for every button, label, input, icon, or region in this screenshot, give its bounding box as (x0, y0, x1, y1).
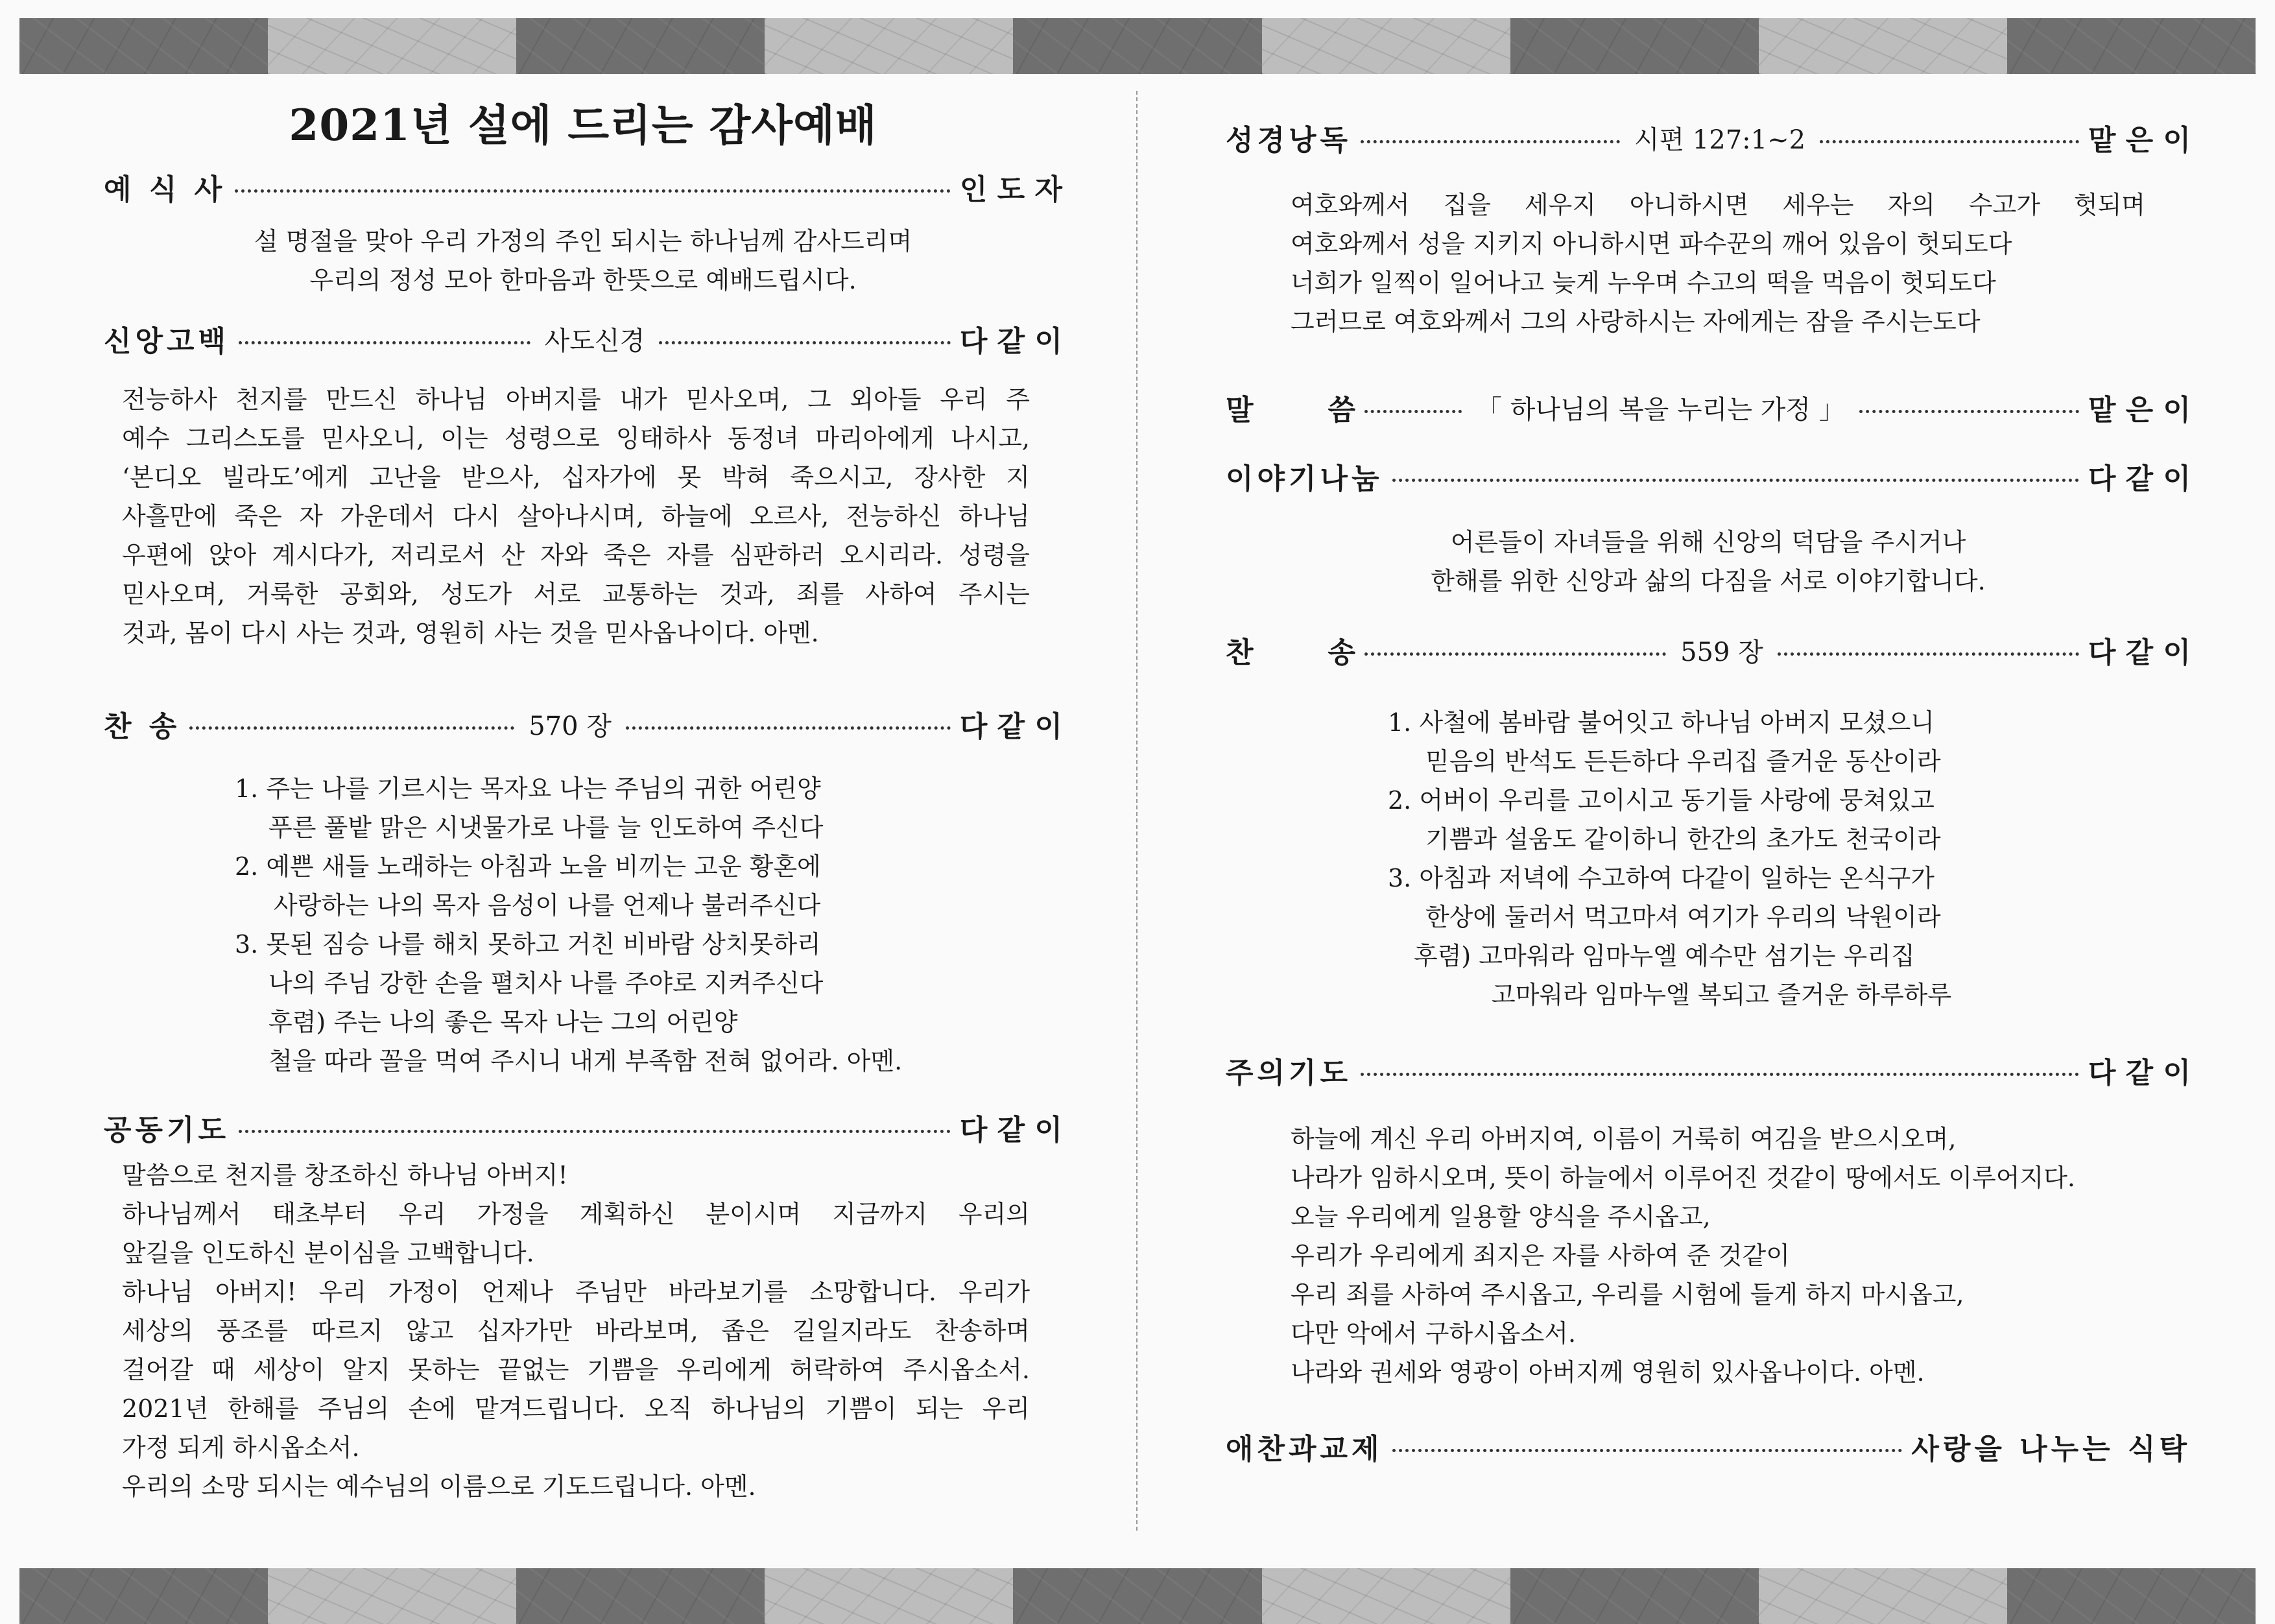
section-role: 다 같 이 (959, 325, 1063, 358)
section-hymn (1226, 629, 2191, 671)
section-label: 예 식 사 (104, 173, 226, 206)
section-scripture-reading (1226, 117, 2191, 158)
leader-dots (239, 341, 530, 344)
scripture-text: 여호와께서 집을 세우지 아니하시면 세우는 자의 수고가 헛되며 여호와께서 성을 지키지 아니하시면 파수꾼의 깨어 있음이 헛되도다 너희가 일찍이 일어나고 늦게 누우며 수고의 떡을 먹음이 헛되도다 그러므로 여호와께서 그의 사랑하시는 자에게는 잠을 주시는도다 (1291, 191, 2145, 336)
leader-dots (1820, 140, 2079, 143)
section-label: 이야기나눔 (1226, 462, 1383, 496)
leader-dots (235, 189, 951, 193)
section-role: 맡 은 이 (2088, 124, 2191, 157)
page-fold-divider (1136, 91, 1138, 1531)
section-role: 다 같 이 (959, 710, 1062, 743)
section-hymn (104, 703, 1062, 745)
lords-prayer-text: 하늘에 계신 우리 아버지여, 이름이 거룩히 여김을 받으시오며, 나라가 임하시오며, 뜻이 하늘에서 이루어진 것같이 땅에서도 이루어지다. 오늘 우리에게 일용할 양식을 주시옵고, 우리가 우리에게 죄지은 자를 사하여 준 것같이 우리 죄를 사하여 주시옵고, 우리를 시험에 들게 하지 마시옵고, 다만 악에서 구하시옵소서. 나라와 권세와 영광이 아버지께 영원히 있사옵나이다. 아멘. (1291, 1125, 2075, 1387)
opening-text: 설 명절을 맞아 우리 가정의 주인 되시는 하나님께 감사드리며 우리의 정성 모아 한마음과 한뜻으로 예배드립시다. (254, 227, 912, 294)
leader-dots (1364, 652, 1666, 656)
sharing-text: 어른들이 자녀들을 위해 신앙의 덕담을 주시거나 한해를 위한 신앙과 삶의 다짐을 서로 이야기합니다. (1431, 528, 1986, 595)
leader-dots (239, 1130, 951, 1133)
leader-dots (1392, 1449, 1903, 1452)
leader-dots (1392, 479, 2079, 482)
section-label: 말 씀 (1226, 394, 1355, 427)
leader-dots (1859, 410, 2079, 413)
prayer-text: 말씀으로 천지를 창조하신 하나님 아버지! 하나님께서 태초부터 우리 가정을 계획하신 분이시며 지금까지 우리의 앞길을 인도하신 분이심을 고백합니다. 하나님 아버지! 우리 가정이 언제나 주님만 바라보기를 소망합니다. 우리가 세상의 풍조를 따르지 않고 십자가만 바라보며, 좁은 길일지라도 찬송하며 걸어갈 때 세상이 알지 못하는 끝없는 기쁨을 우리에게 허락하여 주시옵소서. 2021년 한해를 주님의 손에 맡겨드립니다. 오직 하나님의 기쁨이 되는 우리 가정 되게 하시옵소서. 우리의 소망 되시는 예수님의 이름으로 기도드립니다. 아멘. (122, 1161, 1030, 1501)
section-role: 사랑을 나누는 식탁 (1911, 1433, 2191, 1466)
section-lords-prayer (1226, 1049, 2191, 1091)
section-label: 공동기도 (104, 1114, 230, 1147)
section-role: 다 같 이 (2088, 462, 2191, 496)
leader-dots (659, 341, 951, 344)
section-role: 다 같 이 (2088, 1057, 2191, 1090)
section-label: 찬 송 (1226, 636, 1355, 669)
leader-dots (189, 726, 514, 730)
section-role: 인 도 자 (959, 173, 1062, 206)
section-label: 애찬과교제 (1226, 1433, 1383, 1466)
section-role: 맡 은 이 (2088, 394, 2191, 427)
leader-dots (1361, 1073, 2079, 1076)
hymn-lyrics: 1. 주는 나를 기르시는 목자요 나는 주님의 귀한 어린양 푸른 풀밭 맑은 시냇물가로 나를 늘 인도하여 주신다 2. 예쁜 새들 노래하는 아침과 노을 비끼는 고운 황혼에 사랑하는 나의 목자 음성이 나를 언제나 불러주신다 3. 못된 짐승 나를 해치 못하고 거친 비바람 상치못하리 나의 주님 강한 손을 펼치사 나를 주야로 지켜주신다 후렴) 주는 나의 좋은 목자 나는 그의 어린양 철을 따라 꼴을 먹여 주시니 내게 부족함 전혀 없어라. 아멘. (235, 774, 903, 1075)
section-label: 신앙고백 (104, 325, 230, 358)
section-joint-prayer (104, 1106, 1062, 1148)
sermon-title: 「 하나님의 복을 누리는 가정 」 (1476, 394, 1845, 425)
section-subject: 570 장 (529, 711, 612, 741)
section-label: 성경낭독 (1226, 124, 1352, 157)
section-label: 찬 송 (104, 710, 181, 743)
top-decorative-band (19, 18, 2256, 74)
section-subject: 시편 127:1~2 (1634, 125, 1806, 155)
creed-text: 전능하사 천지를 만드신 하나님 아버지를 내가 믿사오며, 그 외아들 우리 주 예수 그리스도를 믿사오니, 이는 성령으로 잉태하사 동정녀 마리아에게 나시고, ‘본디오 빌라도’에게 고난을 받으사, 십자가에 못 박혀 죽으시고, 장사한 지 사흘만에 죽은 자 가운데서 다시 살아나시며, 하늘에 오르사, 전능하신 하나님 우편에 앉아 계시다가, 저리로서 산 자와 죽은 자를 심판하러 오시리라. 성령을 믿사오며, 거룩한 공회와, 성도가 서로 교통하는 것과, 죄를 사하여 주시는 것과, 몸이 다시 사는 것과, 영원히 사는 것을 믿사옵나이다. 아멘. (122, 385, 1030, 647)
section-story-sharing (1226, 455, 2191, 497)
section-subject: 사도신경 (544, 326, 645, 356)
hymn-lyrics: 1. 사철에 봄바람 불어잇고 하나님 아버지 모셨으니 믿음의 반석도 든든하다 우리집 즐거운 동산이라 2. 어버이 우리를 고이시고 동기들 사랑에 뭉쳐있고 기쁨과 설움도 같이하니 한간의 초가도 천국이라 3. 아침과 저녁에 수고하여 다같이 일하는 온식구가 한상에 둘러서 먹고마셔 여기가 우리의 낙원이라 후렴) 고마워라 임마누엘 예수만 섬기는 우리집 고마워라 임마누엘 복되고 즐거운 하루하루 (1388, 708, 1952, 1009)
section-role: 다 같 이 (2088, 636, 2191, 669)
leader-dots (1778, 652, 2079, 656)
section-subject: 559 장 (1680, 637, 1763, 667)
section-label: 주의기도 (1226, 1057, 1352, 1090)
section-role: 다 같 이 (959, 1114, 1062, 1147)
leader-dots (1364, 410, 1462, 413)
section-fellowship (1226, 1426, 2191, 1467)
leader-dots (626, 726, 951, 730)
section-creed (104, 318, 1062, 359)
leader-dots (1361, 140, 1620, 143)
page-title: 2021년 설에 드리는 감사예배 (289, 100, 877, 150)
section-officiant (104, 166, 1062, 208)
section-sermon (1226, 387, 2191, 428)
bottom-decorative-band (19, 1568, 2256, 1624)
